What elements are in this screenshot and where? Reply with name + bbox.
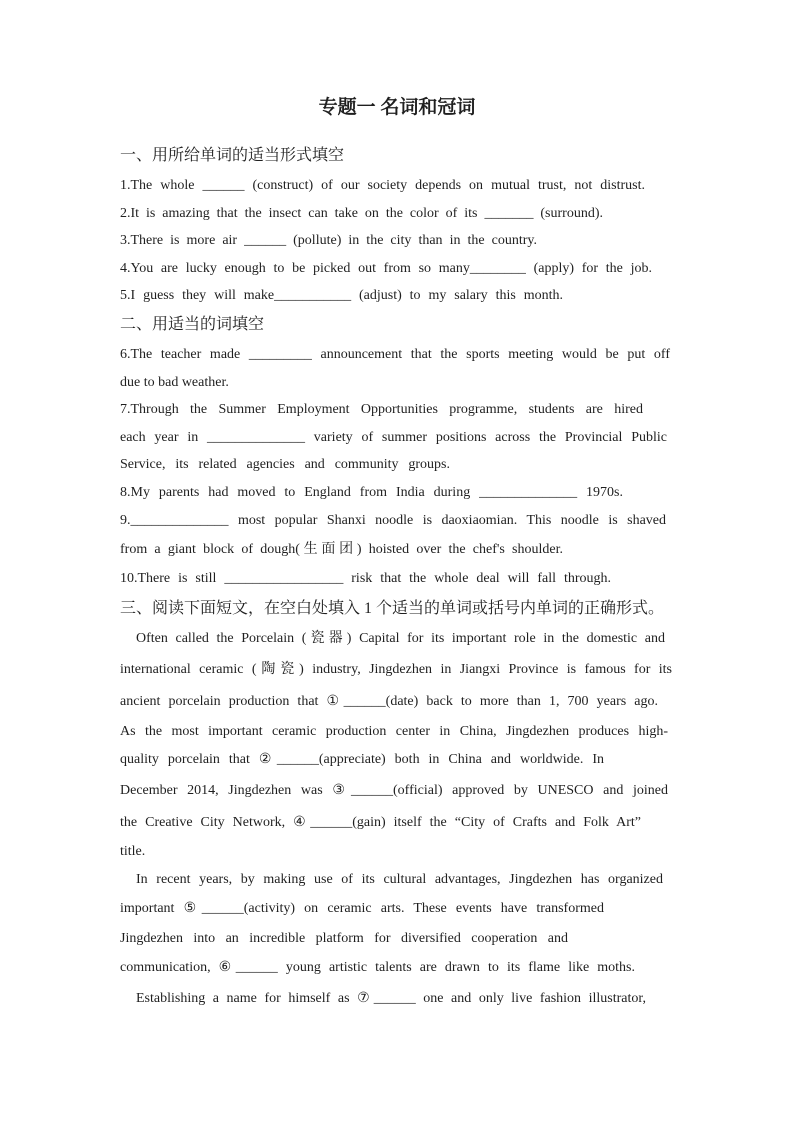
page-title: 专题一 名词和冠词	[318, 97, 476, 118]
passage-line: the Creative City Network, ④______(gain) itself the “City of Crafts and Folk Art”	[120, 815, 641, 830]
question-7-line: Service, its related agencies and community groups.	[120, 457, 450, 472]
passage-line: international ceramic (陶瓷) industry, Jingdezhen in Jiangxi Province is famous for its	[120, 662, 672, 677]
passage-line: title.	[120, 844, 146, 859]
passage-line: ancient porcelain production that ①______(date) back to more than 1, 700 years ago.	[120, 694, 658, 709]
passage-line: Establishing a name for himself as ⑦______ one and only live fashion illustrator,	[136, 991, 646, 1006]
section-3-heading: 三、阅读下面短文，在空白处填入 1 个适当的单词或括号内单词的正确形式。	[120, 600, 665, 617]
passage-line: communication, ⑥______ young artistic talents are drawn to its flame like moths.	[120, 960, 635, 975]
passage-line: Jingdezhen into an incredible platform for diversified cooperation and	[120, 931, 568, 946]
question-3: 3.There is more air ______ (pollute) in the city than in the country.	[120, 233, 537, 248]
question-5: 5.I guess they will make___________ (adjust) to my salary this month.	[120, 288, 563, 303]
question-4: 4.You are lucky enough to be picked out from so many________ (apply) for the job.	[120, 261, 652, 276]
section-2-heading: 二、用适当的词填空	[120, 316, 265, 333]
passage-line: In recent years, by making use of its cultural advantages, Jingdezhen has organized	[136, 872, 663, 887]
section-1-heading: 一、用所给单词的适当形式填空	[120, 147, 345, 164]
question-6-line: 6.The teacher made _________ announcement that the sports meeting would be put off	[120, 347, 670, 362]
passage-line: December 2014, Jingdezhen was ③______(official) approved by UNESCO and joined	[120, 783, 668, 798]
passage-line: important ⑤______(activity) on ceramic arts. These events have transformed	[120, 901, 604, 916]
question-7-line: each year in ______________ variety of summer positions across the Provincial Public	[120, 430, 667, 445]
question-1: 1.The whole ______ (construct) of our society depends on mutual trust, not distrust.	[120, 178, 645, 193]
question-6-line: due to bad weather.	[120, 375, 229, 390]
passage-line: quality porcelain that ②______(appreciate) both in China and worldwide. In	[120, 752, 604, 767]
question-9-line: from a giant block of dough(生面团) hoisted over the chef's shoulder.	[120, 542, 563, 557]
question-10-line: 10.There is still _________________ risk that the whole deal will fall through.	[120, 571, 611, 586]
question-8-line: 8.My parents had moved to England from India during ______________ 1970s.	[120, 485, 623, 500]
question-2: 2.It is amazing that the insect can take on the color of its _______ (surround).	[120, 206, 603, 221]
question-7-line: 7.Through the Summer Employment Opportunities programme, students are hired	[120, 402, 643, 417]
passage-line: As the most important ceramic production center in China, Jingdezhen produces high-	[120, 724, 668, 739]
passage-line: Often called the Porcelain (瓷器) Capital for its important role in the domestic and	[136, 631, 665, 646]
question-9-line: 9.______________ most popular Shanxi noodle is daoxiaomian. This noodle is shaved	[120, 513, 666, 528]
